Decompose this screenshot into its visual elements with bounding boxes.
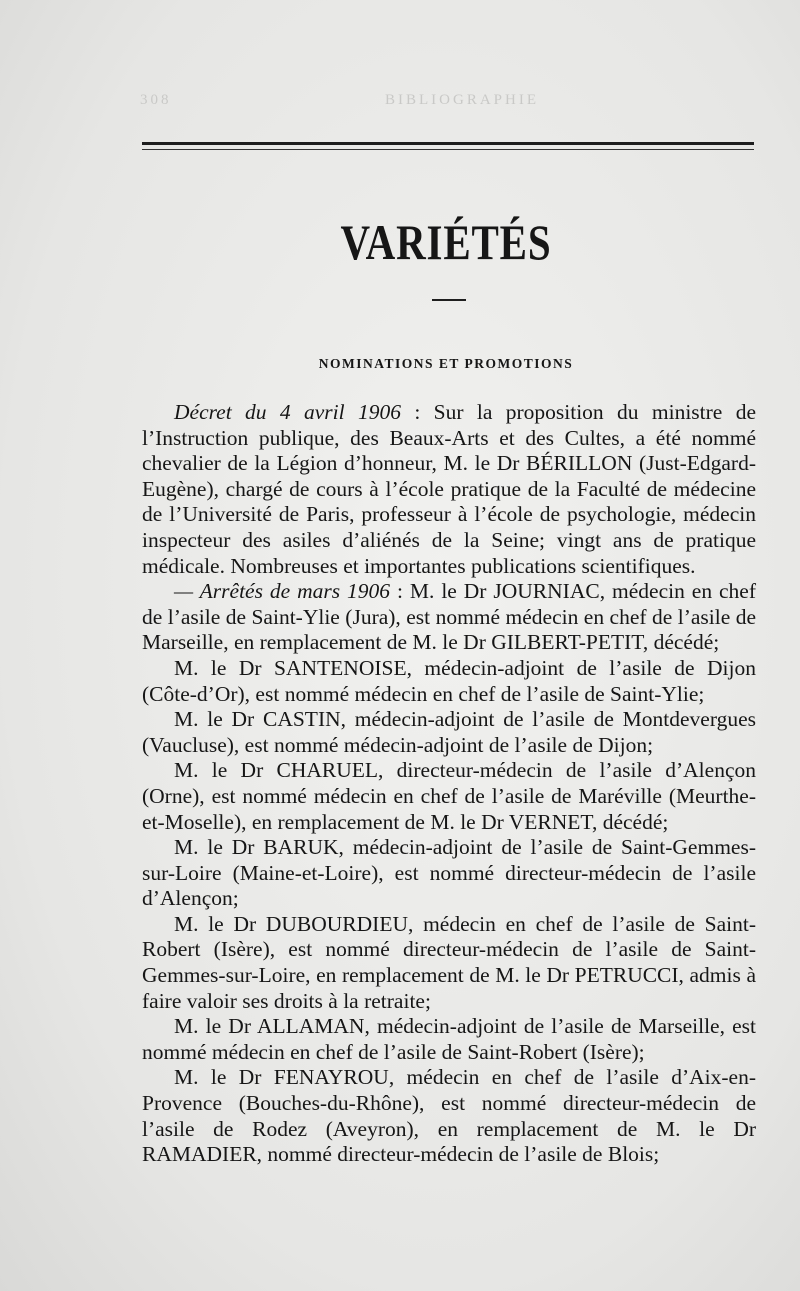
paragraph-5: M. le Dr CHARUEL, directeur-médecin de l’asile d’Alençon (Orne), est nommé médecin en chef de l’asile de Maréville (Meurthe-et-Moselle), en remplacement de M. le Dr VERNET, décédé; bbox=[142, 758, 756, 834]
header-rule bbox=[142, 142, 754, 145]
lead-decret: Décret du 4 avril 1906 bbox=[174, 400, 401, 424]
paragraph-8: M. le Dr ALLAMAN, médecin-adjoint de l’asile de Marseille, est nommé médecin en chef de l’asile de Saint-Robert (Isère); bbox=[142, 1014, 756, 1064]
paragraph-9: M. le Dr FENAYROU, médecin en chef de l’asile d’Aix-en-Provence (Bouches-du-Rhône), est nommé directeur-médecin de l’asile de Rodez (Aveyron), en remplacement de M. le Dr RAMADIER, nommé directeur-médecin de l’asile de Blois; bbox=[142, 1065, 756, 1167]
section-title: VARIÉTÉS bbox=[340, 214, 552, 270]
paragraph-text: : M. le Dr JOURNIAC, médecin en chef de l’asile de Saint-Ylie (Jura), est nommé médecin en chef de l’asile de Marseille, en remplacement de M. le Dr GILBERT-PETIT, décédé; bbox=[142, 579, 756, 655]
paragraph-1 bbox=[142, 400, 756, 579]
title-dash bbox=[432, 299, 466, 301]
header-rule-thin bbox=[142, 149, 754, 150]
paragraph-4: M. le Dr CASTIN, médecin-adjoint de l’asile de Montdevergues (Vaucluse), est nommé médecin-adjoint de l’asile de Dijon; bbox=[142, 707, 756, 757]
section-subtitle: NOMINATIONS ET PROMOTIONS bbox=[318, 356, 574, 371]
page-number: 308 bbox=[140, 92, 172, 108]
article-body bbox=[142, 400, 756, 1168]
paragraph-text: : Sur la proposition du ministre de l’Instruction publique, des Beaux-Arts et des Cultes, a été nommé chevalier de la Légion d’honneur, M. le Dr BÉRILLON (Just-Edgard-Eugène), chargé de cours à l’école pratique de la Faculté de médecine de l’Université de Paris, professeur à l’école de psychologie, médecin inspecteur des asiles d’aliénés de la Seine; vingt ans de pratique médicale. Nombreuses et importantes publications scientifiques. bbox=[142, 400, 756, 578]
paragraph-7: M. le Dr DUBOURDIEU, médecin en chef de l’asile de Saint-Robert (Isère), est nommé directeur-médecin de l’asile de Saint-Gemmes-sur-Loire, en remplacement de M. le Dr PETRUCCI, admis à faire valoir ses droits à la retraite; bbox=[142, 911, 756, 1013]
lead-arretes: — Arrêtés de mars 1906 bbox=[174, 579, 391, 604]
paragraph-2 bbox=[142, 579, 756, 656]
paragraph-6: M. le Dr BARUK, médecin-adjoint de l’asile de Saint-Gemmes-sur-Loire (Maine-et-Loire), est nommé directeur-médecin de l’asile d’Alençon; bbox=[142, 835, 756, 911]
paragraph-3: M. le Dr SANTENOISE, médecin-adjoint de l’asile de Dijon (Côte-d’Or), est nommé médecin en chef de l’asile de Saint-Ylie; bbox=[142, 655, 756, 706]
running-title: BIBLIOGRAPHIE bbox=[385, 92, 539, 108]
